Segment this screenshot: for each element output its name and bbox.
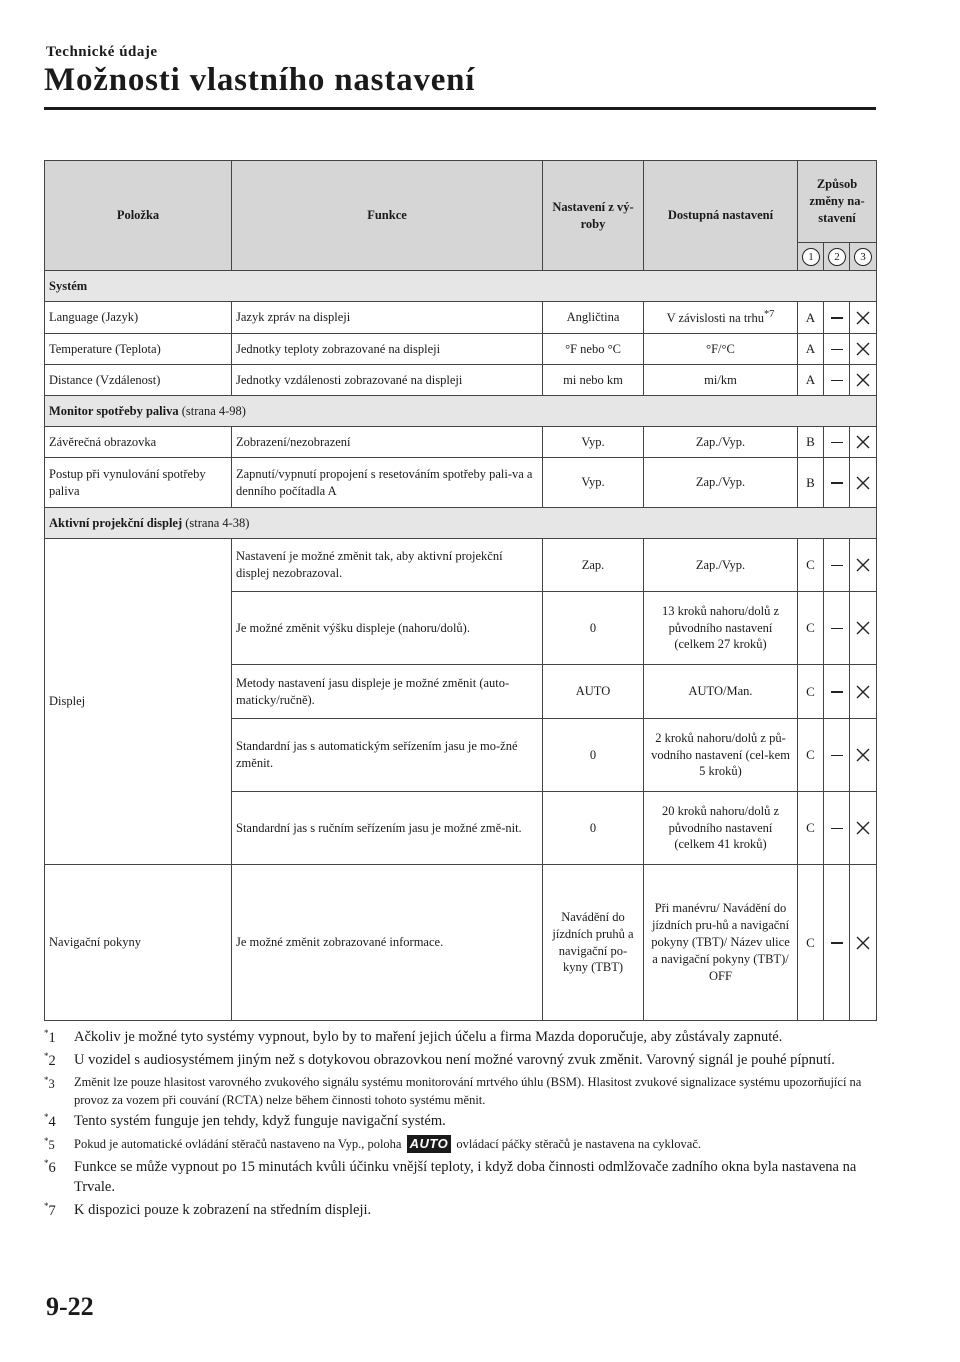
mode-3-cross bbox=[850, 719, 877, 792]
row-function: Je možné změnit zobrazované informace. bbox=[232, 865, 543, 1021]
row-item: Displej bbox=[45, 539, 232, 865]
mode-1-value: C bbox=[798, 719, 824, 792]
row-item: Postup při vynulování spotřeby paliva bbox=[45, 458, 232, 508]
footnote-number: *2 bbox=[44, 1051, 56, 1070]
dash-icon bbox=[831, 691, 843, 693]
footnote-text: K dispozici pouze k zobrazení na středním displeji. bbox=[74, 1201, 372, 1218]
row-function: Nastavení je možné změnit tak, aby aktivní projekční displej nezobrazoval. bbox=[232, 539, 543, 592]
footnote bbox=[44, 1135, 876, 1155]
row-factory: 0 bbox=[543, 592, 644, 665]
row-factory: 0 bbox=[543, 719, 644, 792]
cross-icon bbox=[854, 309, 872, 327]
dash-icon bbox=[831, 442, 843, 444]
footnote-text: Funkce se může vypnout po 15 minutách kvůli účinku vnější teploty, i když doba činnosti odmlžovače zadního okna byla nastavena na Trvale. bbox=[74, 1158, 857, 1196]
mode-2-dash bbox=[824, 365, 850, 396]
mode-1-value: B bbox=[798, 458, 824, 508]
mode-2-dash bbox=[824, 592, 850, 665]
row-item: Navigační pokyny bbox=[45, 865, 232, 1021]
mode-2-dash bbox=[824, 539, 850, 592]
header-factory: Nastavení z vý-roby bbox=[543, 161, 644, 271]
footnote-text: Pokud je automatické ovládání stěračů nastaveno na Vyp., poloha AUTO ovládací páčky stěračů je nastavena na cyklovač. bbox=[74, 1135, 876, 1155]
cross-icon bbox=[854, 433, 872, 451]
row-item: Language (Jazyk) bbox=[45, 302, 232, 334]
dash-icon bbox=[831, 565, 843, 567]
page-title: Možnosti vlastního nastavení bbox=[44, 62, 476, 98]
cross-icon bbox=[854, 474, 872, 492]
title-rule bbox=[44, 107, 876, 110]
row-function: Metody nastavení jasu displeje je možné změnit (auto-maticky/ručně). bbox=[232, 665, 543, 719]
mode-1-value: C bbox=[798, 792, 824, 865]
row-factory: Angličtina bbox=[543, 302, 644, 334]
group-title: Systém bbox=[45, 271, 877, 302]
mode-1-value: A bbox=[798, 334, 824, 365]
footnote-number: *3 bbox=[44, 1074, 55, 1091]
table-row bbox=[45, 365, 877, 396]
footnote-ref: *7 bbox=[763, 308, 775, 320]
footnote bbox=[44, 1157, 876, 1198]
row-item: Závěrečná obrazovka bbox=[45, 427, 232, 458]
mode-2-badge: 2 bbox=[828, 248, 846, 266]
group-title bbox=[45, 396, 877, 427]
row-available: mi/km bbox=[644, 365, 798, 396]
row-available bbox=[644, 302, 798, 334]
header-item: Položka bbox=[45, 161, 232, 271]
mode-2-dash bbox=[824, 865, 850, 1021]
footnote-text: Změnit lze pouze hlasitost varovného zvukového signálu systému monitorování mrtvého úhlu (BSM). Hlasitost zvukové signalizace systému upozorňující na provoz za vozem při couvání (RCTA) nelze během činnosti tohoto systému měnit. bbox=[74, 1074, 862, 1107]
mode-3-cross bbox=[850, 539, 877, 592]
dash-icon bbox=[831, 942, 843, 944]
page-number: 9-22 bbox=[46, 1292, 94, 1321]
mode-1-value: C bbox=[798, 539, 824, 592]
mode-1-value: C bbox=[798, 665, 824, 719]
dash-icon bbox=[831, 482, 843, 484]
footnote-number: *5 bbox=[44, 1135, 55, 1152]
row-function: Je možné změnit výšku displeje (nahoru/dolů). bbox=[232, 592, 543, 665]
row-function: Jazyk zpráv na displeji bbox=[232, 302, 543, 334]
cross-icon bbox=[854, 934, 872, 952]
footnote bbox=[44, 1074, 876, 1110]
dash-icon bbox=[831, 349, 843, 351]
mode-3-cross bbox=[850, 302, 877, 334]
mode-3-cross bbox=[850, 592, 877, 665]
table-row bbox=[45, 458, 877, 508]
mode-3-cross bbox=[850, 792, 877, 865]
header-method: Způsob změny na-stavení bbox=[798, 161, 877, 243]
header-mode-1 bbox=[798, 243, 824, 271]
footnote-text: Ačkoliv je možné tyto systémy vypnout, bylo by to maření jejich účelu a firma Mazda doporučuje, aby zůstávaly zapnuté. bbox=[74, 1029, 783, 1045]
footnote-number: *1 bbox=[44, 1028, 56, 1046]
row-available: °F/°C bbox=[644, 334, 798, 365]
mode-3-cross bbox=[850, 865, 877, 1021]
row-factory: mi nebo km bbox=[543, 365, 644, 396]
table-row bbox=[45, 539, 877, 592]
mode-2-dash bbox=[824, 458, 850, 508]
row-function: Standardní jas s automatickým seřízením jasu je mo-žné změnit. bbox=[232, 719, 543, 792]
row-available: 20 kroků nahoru/dolů z původního nastavení (celkem 41 kroků) bbox=[644, 792, 798, 865]
page-reference: (strana 4-98) bbox=[181, 403, 246, 418]
mode-1-value: B bbox=[798, 427, 824, 458]
group-row-hud bbox=[45, 508, 877, 539]
group-row-system bbox=[45, 271, 877, 302]
table-row bbox=[45, 865, 877, 1021]
group-title-text: Aktivní projekční displej bbox=[49, 515, 183, 530]
cross-icon bbox=[854, 683, 872, 701]
row-available: Zap./Vyp. bbox=[644, 458, 798, 508]
row-factory: AUTO bbox=[543, 665, 644, 719]
dash-icon bbox=[831, 317, 843, 319]
row-factory: 0 bbox=[543, 792, 644, 865]
group-row-fuel bbox=[45, 396, 877, 427]
dash-icon bbox=[831, 628, 843, 630]
cross-icon bbox=[854, 619, 872, 637]
row-factory: °F nebo °C bbox=[543, 334, 644, 365]
row-function: Jednotky teploty zobrazované na displeji bbox=[232, 334, 543, 365]
mode-2-dash bbox=[824, 792, 850, 865]
mode-3-cross bbox=[850, 427, 877, 458]
mode-3-cross bbox=[850, 458, 877, 508]
row-available: 13 kroků nahoru/dolů z původního nastavení (celkem 27 kroků) bbox=[644, 592, 798, 665]
row-function: Standardní jas s ručním seřízením jasu je možné změ-nit. bbox=[232, 792, 543, 865]
row-function: Zobrazení/nezobrazení bbox=[232, 427, 543, 458]
mode-2-dash bbox=[824, 427, 850, 458]
mode-1-value: C bbox=[798, 592, 824, 665]
row-function: Zapnutí/vypnutí propojení s resetováním spotřeby pali-va a denního počítadla A bbox=[232, 458, 543, 508]
mode-3-cross bbox=[850, 365, 877, 396]
row-item: Temperature (Teplota) bbox=[45, 334, 232, 365]
header-function: Funkce bbox=[232, 161, 543, 271]
cross-icon bbox=[854, 371, 872, 389]
cross-icon bbox=[854, 340, 872, 358]
mode-1-value: C bbox=[798, 865, 824, 1021]
row-factory: Vyp. bbox=[543, 427, 644, 458]
row-available: Při manévru/ Navádění do jízdních pru-hů a navigační pokyny (TBT)/ Název ulice a navigační pokyny (TBT)/ OFF bbox=[644, 865, 798, 1021]
header-mode-3 bbox=[850, 243, 877, 271]
mode-2-dash bbox=[824, 334, 850, 365]
mode-2-dash bbox=[824, 665, 850, 719]
mode-2-dash bbox=[824, 302, 850, 334]
mode-1-value: A bbox=[798, 302, 824, 334]
header-mode-2 bbox=[824, 243, 850, 271]
row-item: Distance (Vzdálenost) bbox=[45, 365, 232, 396]
table-row bbox=[45, 302, 877, 334]
header-available: Dostupná nastavení bbox=[644, 161, 798, 271]
row-available: Zap./Vyp. bbox=[644, 539, 798, 592]
page-reference: (strana 4-38) bbox=[185, 515, 250, 530]
row-available: 2 kroků nahoru/dolů z pů-vodního nastavení (cel-kem 5 kroků) bbox=[644, 719, 798, 792]
footnote-text: Tento systém funguje jen tehdy, když funguje navigační systém. bbox=[74, 1113, 446, 1130]
dash-icon bbox=[831, 380, 843, 382]
table-row bbox=[45, 427, 877, 458]
dash-icon bbox=[831, 828, 843, 830]
row-available: Zap./Vyp. bbox=[644, 427, 798, 458]
row-available: AUTO/Man. bbox=[644, 665, 798, 719]
cross-icon bbox=[854, 746, 872, 764]
cross-icon bbox=[854, 819, 872, 837]
mode-1-badge: 1 bbox=[802, 248, 820, 266]
dash-icon bbox=[831, 755, 843, 757]
group-title bbox=[45, 508, 877, 539]
footnote-number: *7 bbox=[44, 1200, 56, 1219]
mode-1-value: A bbox=[798, 365, 824, 396]
footnote-number: *6 bbox=[44, 1157, 56, 1176]
footnote-text: U vozidel s audiosystémem jiným než s dotykovou obrazovkou není možné varovný zvuk změnit. Varovný signál je pouhé pípnutí. bbox=[74, 1052, 835, 1069]
footnote-number: *4 bbox=[44, 1112, 56, 1131]
section-label: Technické údaje bbox=[46, 44, 158, 60]
footnote bbox=[44, 1200, 876, 1221]
row-factory: Navádění do jízdních pruhů a navigační po-kyny (TBT) bbox=[543, 865, 644, 1021]
mode-3-badge: 3 bbox=[854, 248, 872, 266]
row-factory: Vyp. bbox=[543, 458, 644, 508]
auto-wiper-icon: AUTO bbox=[407, 1135, 452, 1153]
available-text: V závislosti na trhu bbox=[666, 311, 764, 326]
table-row bbox=[45, 334, 877, 365]
mode-3-cross bbox=[850, 334, 877, 365]
row-function: Jednotky vzdálenosti zobrazované na displeji bbox=[232, 365, 543, 396]
settings-table bbox=[44, 160, 877, 1021]
row-factory: Zap. bbox=[543, 539, 644, 592]
footnote bbox=[44, 1050, 876, 1071]
footnotes bbox=[44, 1027, 876, 1223]
mode-3-cross bbox=[850, 665, 877, 719]
footnote bbox=[44, 1027, 876, 1048]
mode-2-dash bbox=[824, 719, 850, 792]
group-title-text: Monitor spotřeby paliva bbox=[49, 403, 179, 418]
footnote bbox=[44, 1111, 876, 1132]
cross-icon bbox=[854, 556, 872, 574]
